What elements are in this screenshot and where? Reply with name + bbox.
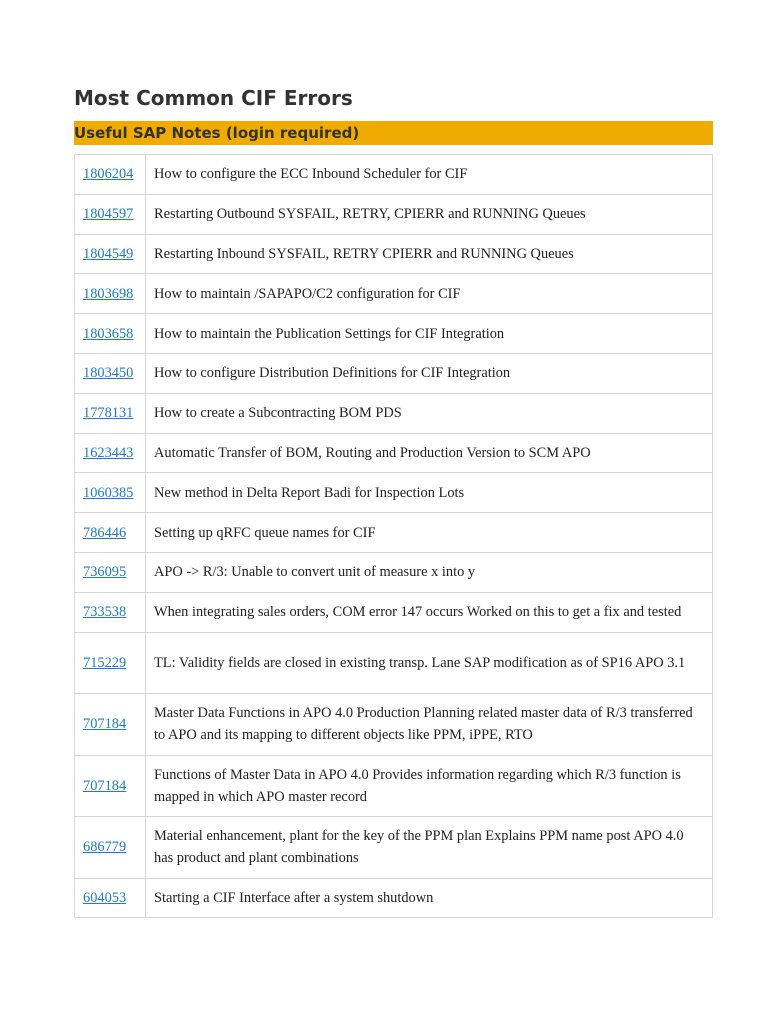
table-row (75, 513, 713, 553)
note-description: APO -> R/3: Unable to convert unit of measure x into y (146, 552, 713, 592)
table-row (75, 314, 713, 354)
table-row (75, 632, 713, 694)
note-description: Functions of Master Data in APO 4.0 Provides information regarding which R/3 function is mapped in which APO master record (146, 755, 713, 817)
note-link[interactable]: 1778131 (83, 405, 134, 422)
note-link[interactable]: 1804597 (83, 206, 134, 223)
note-link[interactable]: 736095 (83, 564, 127, 581)
table-row (75, 473, 713, 513)
note-number-cell (75, 234, 146, 274)
sap-notes-table (74, 154, 713, 918)
note-number-cell (75, 552, 146, 592)
note-number-cell (75, 433, 146, 473)
note-link[interactable]: 715229 (83, 654, 127, 671)
note-description: How to configure the ECC Inbound Scheduler for CIF (146, 155, 713, 195)
table-row (75, 878, 713, 918)
table-row (75, 433, 713, 473)
page-title: Most Common CIF Errors (74, 86, 353, 110)
note-number-cell (75, 513, 146, 553)
note-number-cell (75, 817, 146, 879)
note-description: New method in Delta Report Badi for Inspection Lots (146, 473, 713, 513)
note-number-cell (75, 393, 146, 433)
note-number-cell (75, 194, 146, 234)
note-number-cell (75, 878, 146, 918)
table-row (75, 592, 713, 632)
note-description: How to maintain the Publication Settings for CIF Integration (146, 314, 713, 354)
note-number-cell (75, 155, 146, 195)
note-number-cell (75, 473, 146, 513)
note-number-cell (75, 314, 146, 354)
table-row (75, 755, 713, 817)
table-row (75, 194, 713, 234)
note-number-cell (75, 274, 146, 314)
note-description: How to create a Subcontracting BOM PDS (146, 393, 713, 433)
note-link[interactable]: 1803698 (83, 285, 134, 302)
table-row (75, 353, 713, 393)
note-link[interactable]: 1803658 (83, 325, 134, 342)
table-row (75, 234, 713, 274)
note-link[interactable]: 1806204 (83, 166, 134, 183)
note-description: TL: Validity fields are closed in existing transp. Lane SAP modification as of SP16 APO 3.1 (146, 632, 713, 694)
table-row (75, 552, 713, 592)
note-description: Restarting Inbound SYSFAIL, RETRY CPIERR and RUNNING Queues (146, 234, 713, 274)
note-number-cell (75, 755, 146, 817)
note-description: Setting up qRFC queue names for CIF (146, 513, 713, 553)
note-description: When integrating sales orders, COM error 147 occurs Worked on this to get a fix and tested (146, 592, 713, 632)
note-description: How to maintain /SAPAPO/C2 configuration for CIF (146, 274, 713, 314)
note-description: Material enhancement, plant for the key of the PPM plan Explains PPM name post APO 4.0 has product and plant combinations (146, 817, 713, 879)
note-description: Restarting Outbound SYSFAIL, RETRY, CPIERR and RUNNING Queues (146, 194, 713, 234)
note-link[interactable]: 686779 (83, 839, 127, 856)
note-description: Master Data Functions in APO 4.0 Production Planning related master data of R/3 transferred to APO and its mapping to different objects like PPM, iPPE, RTO (146, 694, 713, 756)
note-number-cell (75, 632, 146, 694)
section-heading: Useful SAP Notes (login required) (74, 121, 713, 145)
note-link[interactable]: 1623443 (83, 444, 134, 461)
note-link[interactable]: 1803450 (83, 365, 134, 382)
note-link[interactable]: 1804549 (83, 245, 134, 262)
note-link[interactable]: 707184 (83, 716, 127, 733)
note-description: Starting a CIF Interface after a system shutdown (146, 878, 713, 918)
table-row (75, 694, 713, 756)
document-page (74, 86, 713, 918)
table-row (75, 817, 713, 879)
note-link[interactable]: 786446 (83, 524, 127, 541)
note-link[interactable]: 733538 (83, 604, 127, 621)
table-row (75, 155, 713, 195)
note-description: Automatic Transfer of BOM, Routing and Production Version to SCM APO (146, 433, 713, 473)
note-link[interactable]: 604053 (83, 889, 127, 906)
note-description: How to configure Distribution Definitions for CIF Integration (146, 353, 713, 393)
table-row (75, 274, 713, 314)
note-link[interactable]: 707184 (83, 777, 127, 794)
note-link[interactable]: 1060385 (83, 484, 134, 501)
note-number-cell (75, 592, 146, 632)
table-row (75, 393, 713, 433)
note-number-cell (75, 353, 146, 393)
note-number-cell (75, 694, 146, 756)
